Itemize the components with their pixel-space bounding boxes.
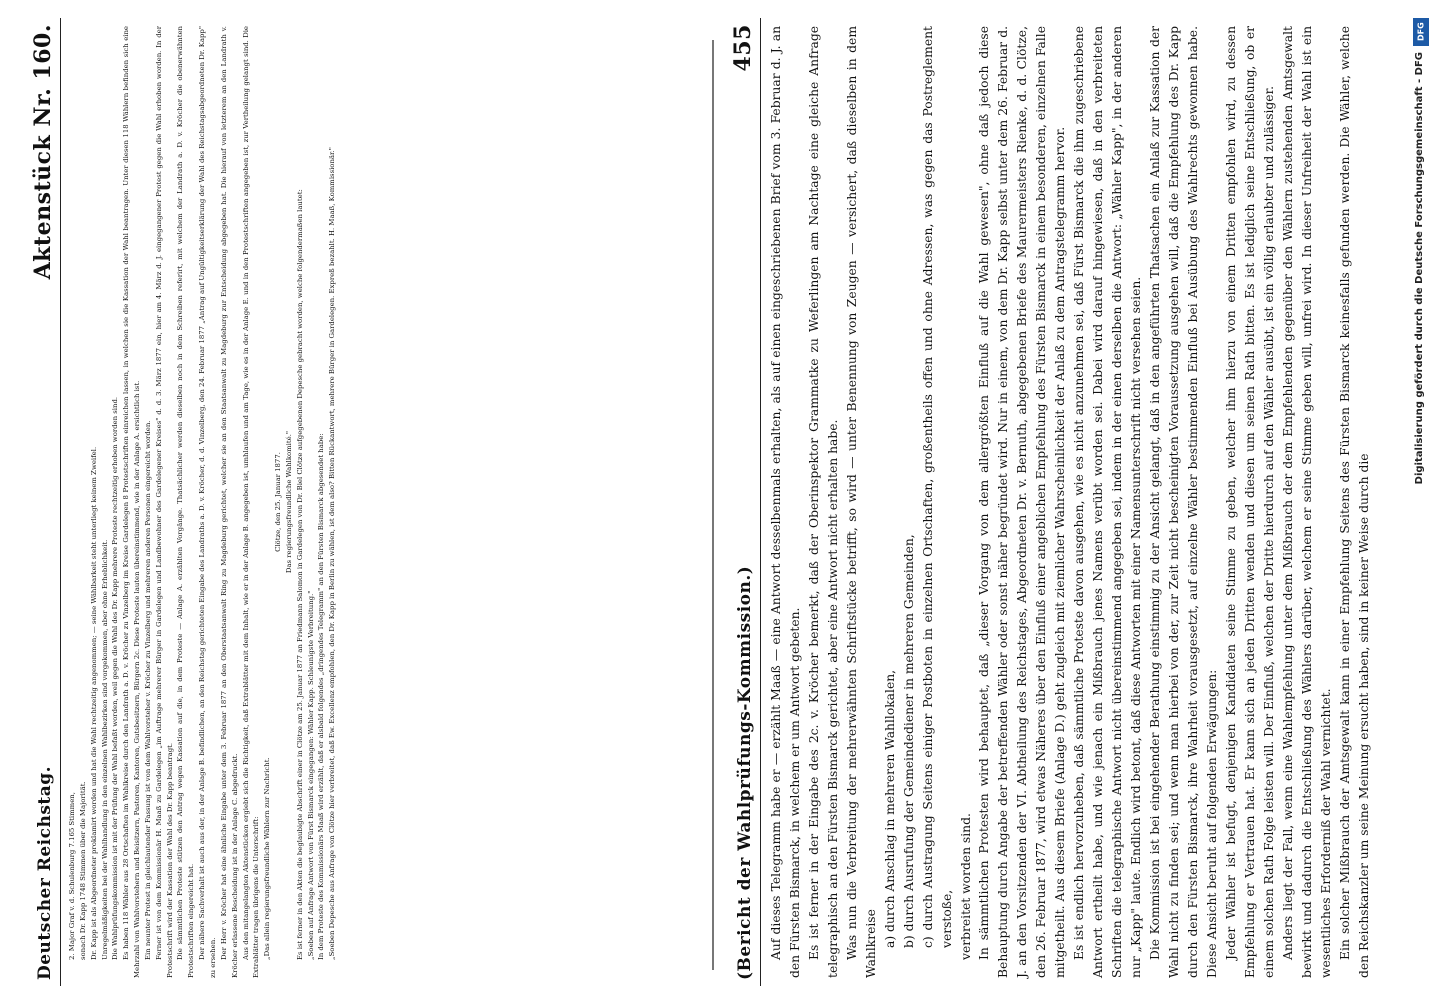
right-paragraph: c) durch Austragung Seitens einiger Postboten in einzelnen Ortschaften, großentheils offen und ohne Adressen, was gegen das Postreglement verstoße, <box>920 26 954 948</box>
left-paragraph: „Das allein regierungsfreundliche Wählern zur Nachricht. <box>263 757 272 960</box>
left-body-text <box>61 18 338 986</box>
right-paragraph: a) durch Anschlag in mehreren Wahllokalen, <box>882 669 897 948</box>
left-paragraph: Dr. Kapp ist als Abgeordneter proklamirt worden und hat die Wahl rechtzeitig angenommen; — seine Wählbarkeit steht unterliegt keinem Zweifel. <box>89 446 98 960</box>
right-paragraph: Was nun die Verbreitung der mehrerwähnten Schriftstücke betrifft, so wird — unter Benennung von Zeugen — versichert, daß dieselben in dem Wahlkreise <box>844 26 878 978</box>
dfg-logo: DFG <box>1413 18 1429 46</box>
left-paragraph: 2. Major Graf v. d. Schulenburg 7.165 Stimmen, <box>68 792 76 960</box>
left-paragraph: „Soeben Depesche aus Anfrage von Clötze hier verbreitet, daß Ew. Excellenz empfohlen, den Dr. Kapp in Berlin zu wählen, ist dem also? Bitten Rückantwort, mehrere Bürger in Gardelegen. Expreß bezahlt. H. Maaß, Kommissionär." <box>328 147 337 960</box>
right-paragraph: Auf dieses Telegramm habe er — erzählt Maaß — eine Antwort desselbenmals erhalten, als auf einen eingeschriebenen Brief vom 3. Februar d. J. an den Fürsten Bismarck, in welchem er um Antwort gebeten. <box>769 26 802 978</box>
right-paragraph: Die Kommission ist bei eingehender Berathung einstimmig zu der Ansicht gelangt, daß in den angeführten Thatsachen ein Anlaß zur Kassation der Wahl nicht zu finden sei; und wenn man hierbei von der, zur Zeit nicht bescheinigten Voraussetzung ausgehen will, daß die Empfehlung des Dr. Kapp durch den Fürsten Bismarck, ihre Wahrheit vorausgesetzt, auf einzelne Wähler bestimmenden Einfluß bei Ausübung des Wahlrechts gewonnen habe. Diese Ansicht beruht auf folgenden Erwägungen: <box>1148 26 1219 978</box>
left-paragraph: Unregelmäßigkeiten bei der Wahlhandlung in den einzelnen Wahlbezirken sind vorgekommen, aber ohne Erheblichkeit. <box>100 539 109 960</box>
left-paragraph: Ein neunter Protest in gleichlautender Fassung ist von dem Wahlvorsteher v. Kröcher zu Vinzelberg und mehreren anderen Personen eingereicht worden. <box>143 420 152 960</box>
left-header-doc-number: Aktenstück Nr. 160. <box>30 24 56 280</box>
left-paragraph: Der nähere Sachverhalt ist auch aus der, in der Anlage B. befindlichen, an den Reichstag gerichteten Eingabe des Landraths a. D. v. Kröcher, d. d. Vinzelberg, den 24. Februar 1877 „Antrag auf Ungültigkeitserklärung der Wahl des Reichstagsabgeordneten Dr. Kapp" zu ersehen. <box>198 26 217 978</box>
left-paragraph: In dem Proteste des Kommissionärs Maaß wird erzählt, daß er alsbald folgendes „dringendes Telegramm" an den Fürsten Bismarck abgesendet habe: <box>317 433 326 960</box>
left-paragraph: Aus den mitangelangten Aktenstücken ergiebt sich die Richtigkeit, daß Extrablätter mit dem Inhalt, wie er in der Anlage B. angegeben ist, umhlaufen und am Tage, wie es in der Anlage E. und in den Protestschriften angegeben ist, zur Vertheilung gelangt sind. Die Extrablätter tragen übrigens die Unterschrift: <box>241 26 261 978</box>
right-paragraph: verbreitet worden sind. <box>958 813 973 960</box>
left-paragraph: „Soeben auf Anfrage Antwort von Fürst Bismarck eingegangen: Wähler Kapp. Schleunigste Verbreitung." <box>306 590 315 960</box>
right-paragraph: Jeder Wähler ist befugt, denjenigen Kandidaten seine Stimme zu geben, welcher ihm hierzu von einem Dritten empfohlen wird, zu dessen Empfehlung er Vertrauen hat. Er kann sich an jeden Dritten wenden und diesen um seinen Rath bitten. Es ist lediglich seine Entschließung, ob er einem solchen Rath Folge leisten will. Der Einfluß, welchen der Dritte hierdurch auf den Wähler ausübt, ist ein völlig erlaubter und zulässiger. <box>1223 26 1276 978</box>
right-paragraph: Anders liegt der Fall, wenn eine Wahlempfehlung unter dem Mißbrauch der dem Empfehlenden gegenüber den Wählern zustehenden Amtsgewalt bewirkt und dadurch die Entschließung des Wählers darüber, welchem er seine Stimme geben will, unfrei wird. In dieser Unfreiheit der Wahl ist ein wesentliches Erforderniß der Wahl vernichtet. <box>1280 26 1333 978</box>
right-paragraph: Es ist endlich hervorzuheben, daß sämmtliche Proteste davon ausgehen, wie es nicht anzunehmen sei, daß Fürst Bismarck die ihm zugeschriebene Antwort ertheilt habe, und wie jenach ein Mißbrauch jenes Namens verübt worden sei. Dabei wird darauf hingewiesen, daß in den verbreiteten Schriften die telegraphische Antwort nicht übereinstimmend angegeben sei, indem in der einen derselben die Antwort: „Wähler Kapp", in der anderen nur „Kapp" laute. Endlich wird betont, daß diese Antworten mit einer Namensunterschrift nicht versehen seien. <box>1072 26 1144 978</box>
left-paragraph: Die Wahlprüfungskommission ist mit der Prüfung der Wahl befaßt worden, weil gegen die Wahl des Dr. Kapp mehrere Proteste rechtzeitig erhoben worden sind. <box>111 396 120 960</box>
left-paragraph: sonach Dr. Kapp 1748 Stimmen über die Majorität. <box>78 781 87 960</box>
right-header-title: (Bericht der Wahlprüfungs-Kommission.) <box>735 565 755 980</box>
left-running-head <box>30 18 61 986</box>
right-paragraph: Es ist ferner in der Eingabe des 2c. v. Kröcher bemerkt, daß der Oberinspektor Grammatke zu Weferlingen am Nachtage eine gleiche Anfrage telegraphisch an den Fürsten Bismarck gerichtet, aber eine Antwort nicht erhalten habe. <box>806 26 840 978</box>
left-paragraph: Ferner ist von dem Kommissionär H. Maaß zu Gardelegen „im Auftrage mehrerer Bürger in Gardelegen und Landbewohner des Gardelegener Kreises" d. d. 3. März 1877 ein, hier am 4. März d. J. eingegangener Protest gegen die Wahl erhoben worden. In der Protestschrift wird der Kassation der Wahl des Dr. Kapp beantragt. <box>154 26 174 978</box>
left-paragraph: Es haben 118 Wähler aus 28 Ortschaften im Wahlkreise durch den Landrath a. D. v. Kröcher zu Vinzelberg im Kreise Gardelegen 8 Protestschriften einreichen lassen, in welchen sie die Kassation der Wahl beantragen. Unter diesen 118 Wählern befinden sich eine Mehrzahl von Wahlvorstehern und Beisitzern, Pastoren, Kantoren, Gutsbesitzern, Bürgern 2c. Diese Proteste lauten übereinstimmend, wie in der Anlage A. ersichtlich ist. <box>122 26 142 978</box>
right-body-text <box>761 18 1374 986</box>
right-running-head <box>730 18 761 986</box>
right-page <box>730 18 1390 986</box>
right-paragraph: b) durch Ausrufung der Gemeindediener in mehreren Gemeinden, <box>901 534 916 948</box>
left-page <box>30 18 730 986</box>
left-paragraph: Clötze, den 25. Januar 1877. <box>274 452 283 552</box>
right-paragraph: In sämmtlichen Protesten wird behauptet, daß „dieser Vorgang von dem allergrößten Einfluß auf die Wahl gewesen", ohne daß jedoch diese Behauptung durch Angabe der betreffenden Wähler oder sonst näher begründet wird. Nur in einem, von dem Dr. Kapp selbst unter dem 26. Februar d. J. an den Vorsitzenden der VI. Abtheilung des Reichstages, Abgeordneten Dr. v. Bernuth, abgegebenen Briefe des Maurermeisters Rienke, d. d. Clötze, den 26. Februar 1877, wird etwas Näheres über den Einfluß einer angeblichen Empfehlung des Fürsten Bismarck in einem besonderen, einzelnen Falle mitgetheilt. Aus diesem Briefe (Anlage D.) geht zugleich mit ziemlicher Wahrscheinlichkeit der Anlaß zu dem Antragstelegramm hervor. <box>977 26 1068 978</box>
left-paragraph: Das regierungsfreundliche Wahlkomité." <box>284 430 293 574</box>
left-paragraph: Es ist ferner in den Akten die beglaubigte Abschrift einer in Clötze am 25. Januar 1877 an Friedmann Salomon in Gardelegen von Dr. Biel Clötze aufgegebenen Depesche gebracht worden, welche folgendermaßen lautet: <box>295 189 304 960</box>
left-paragraph: Die sämmtlichen Proteste stützen den Antrag wegen Kassation auf die, in dem Proteste — Anlage A. erzählten Vorgänge. Thatsächlicher werden dieselben noch in dem Schreiben referirt, mit welchem der Landrath a. D. v. Kröcher die obenerwähnten Protestschriften eingereicht hat. <box>176 26 196 978</box>
dfg-funding-note: Digitalisierung gefördert durch die Deutsche Forschungsgemeinschaft - DFG <box>1414 52 1425 485</box>
right-paragraph: Ein solcher Mißbrauch der Amtsgewalt kann in einer Empfehlung Seitens des Fürsten Bismarck keinesfalls gefunden werden. Die Wähler, welche den Reichskanzler um seine Meinung ersucht haben, sind in keiner Weise durch die <box>1337 26 1371 978</box>
left-header-title: Deutscher Reichstag. <box>35 765 55 980</box>
column-divider <box>712 40 714 970</box>
page-number: 455 <box>730 24 756 72</box>
left-paragraph: Der Herr v. Kröcher hat eine ähnliche Eingabe unter dem 3. Februar 1877 an den Oberstaatsanwalt Ring zu Magdeburg gerichtet, welcher sie an den Staatsanwalt zu Magdeburg zur Entscheidung abgegeben hat. Die hierauf von letzterem an den Landrath v. Kröcher erlassene Bescheidung ist in der Anlage C. abgedruckt. <box>219 26 239 978</box>
